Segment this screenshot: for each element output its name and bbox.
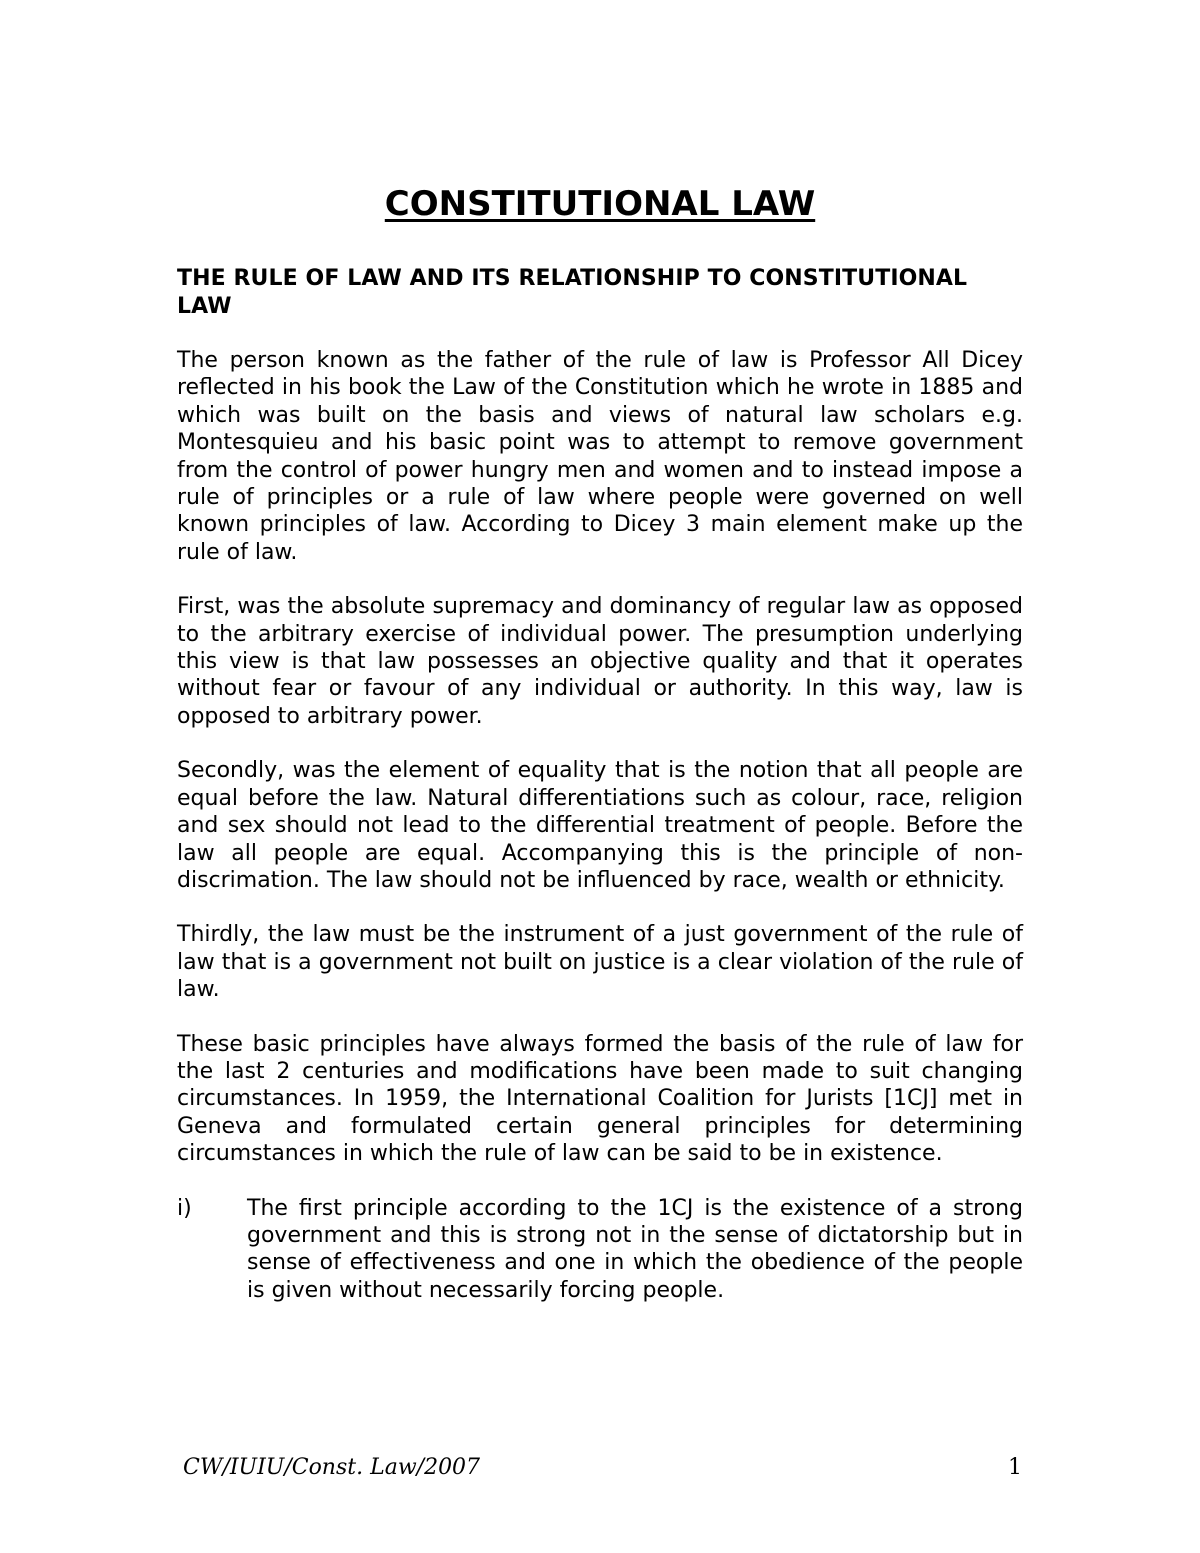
paragraph-icj-principles: These basic principles have always formed the basis of the rule of law for the last 2 centuries and modifications have been made to suit changing circumstances. In 1959, the International Coalition for Jurists [1CJ] met in Geneva and formulated certain general principles for determining circumstances in which the rule of law can be said to be in existence.: [177, 1031, 1023, 1167]
page-number: 1: [1008, 1455, 1022, 1480]
paragraph-dicey-intro: The person known as the father of the rule of law is Professor All Dicey reflected in his book the Law of the Constitution which he wrote in 1885 and which was built on the basis and views of natural law scholars e.g. Montesquieu and his basic point was to attempt to remove government from the control of power hungry men and women and to instead impose a rule of principles or a rule of law where people were governed on well known principles of law. According to Dicey 3 main element make up the rule of law.: [177, 348, 1023, 565]
section-heading: THE RULE OF LAW AND ITS RELATIONSHIP TO CONSTITUTIONAL LAW: [177, 266, 968, 319]
paragraph-second-element: Secondly, was the element of equality that is the notion that all people are equal before the law. Natural differentiations such as colour, race, religion and sex should not lead to the differential treatment of people. Before the law all people are equal. Accompanying this is the principle of non-discrimation. The law should not be influenced by race, wealth or ethnicity.: [177, 758, 1023, 893]
list-item: [177, 1195, 1023, 1305]
page-content: [177, 183, 1023, 1304]
footer-reference: CW/IUIU/Const. Law/2007: [183, 1455, 481, 1480]
list-marker: i): [177, 1195, 192, 1221]
page-title: CONSTITUTIONAL LAW: [384, 184, 816, 224]
list-item-text: The first principle according to the 1CJ is the existence of a strong government and this is strong not in the sense of dictatorship but in sense of effectiveness and one in which the obedience of the people is given without necessarily forcing people.: [247, 1195, 1023, 1303]
paragraph-first-element: First, was the absolute supremacy and dominancy of regular law as opposed to the arbitrary exercise of individual power. The presumption underlying this view is that law possesses an objective quality and that it operates without fear or favour of any individual or authority. In this way, law is opposed to arbitrary power.: [177, 594, 1023, 729]
paragraph-third-element: Thirdly, the law must be the instrument of a just government of the rule of law that is a government not built on justice is a clear violation of the rule of law.: [177, 922, 1023, 1003]
